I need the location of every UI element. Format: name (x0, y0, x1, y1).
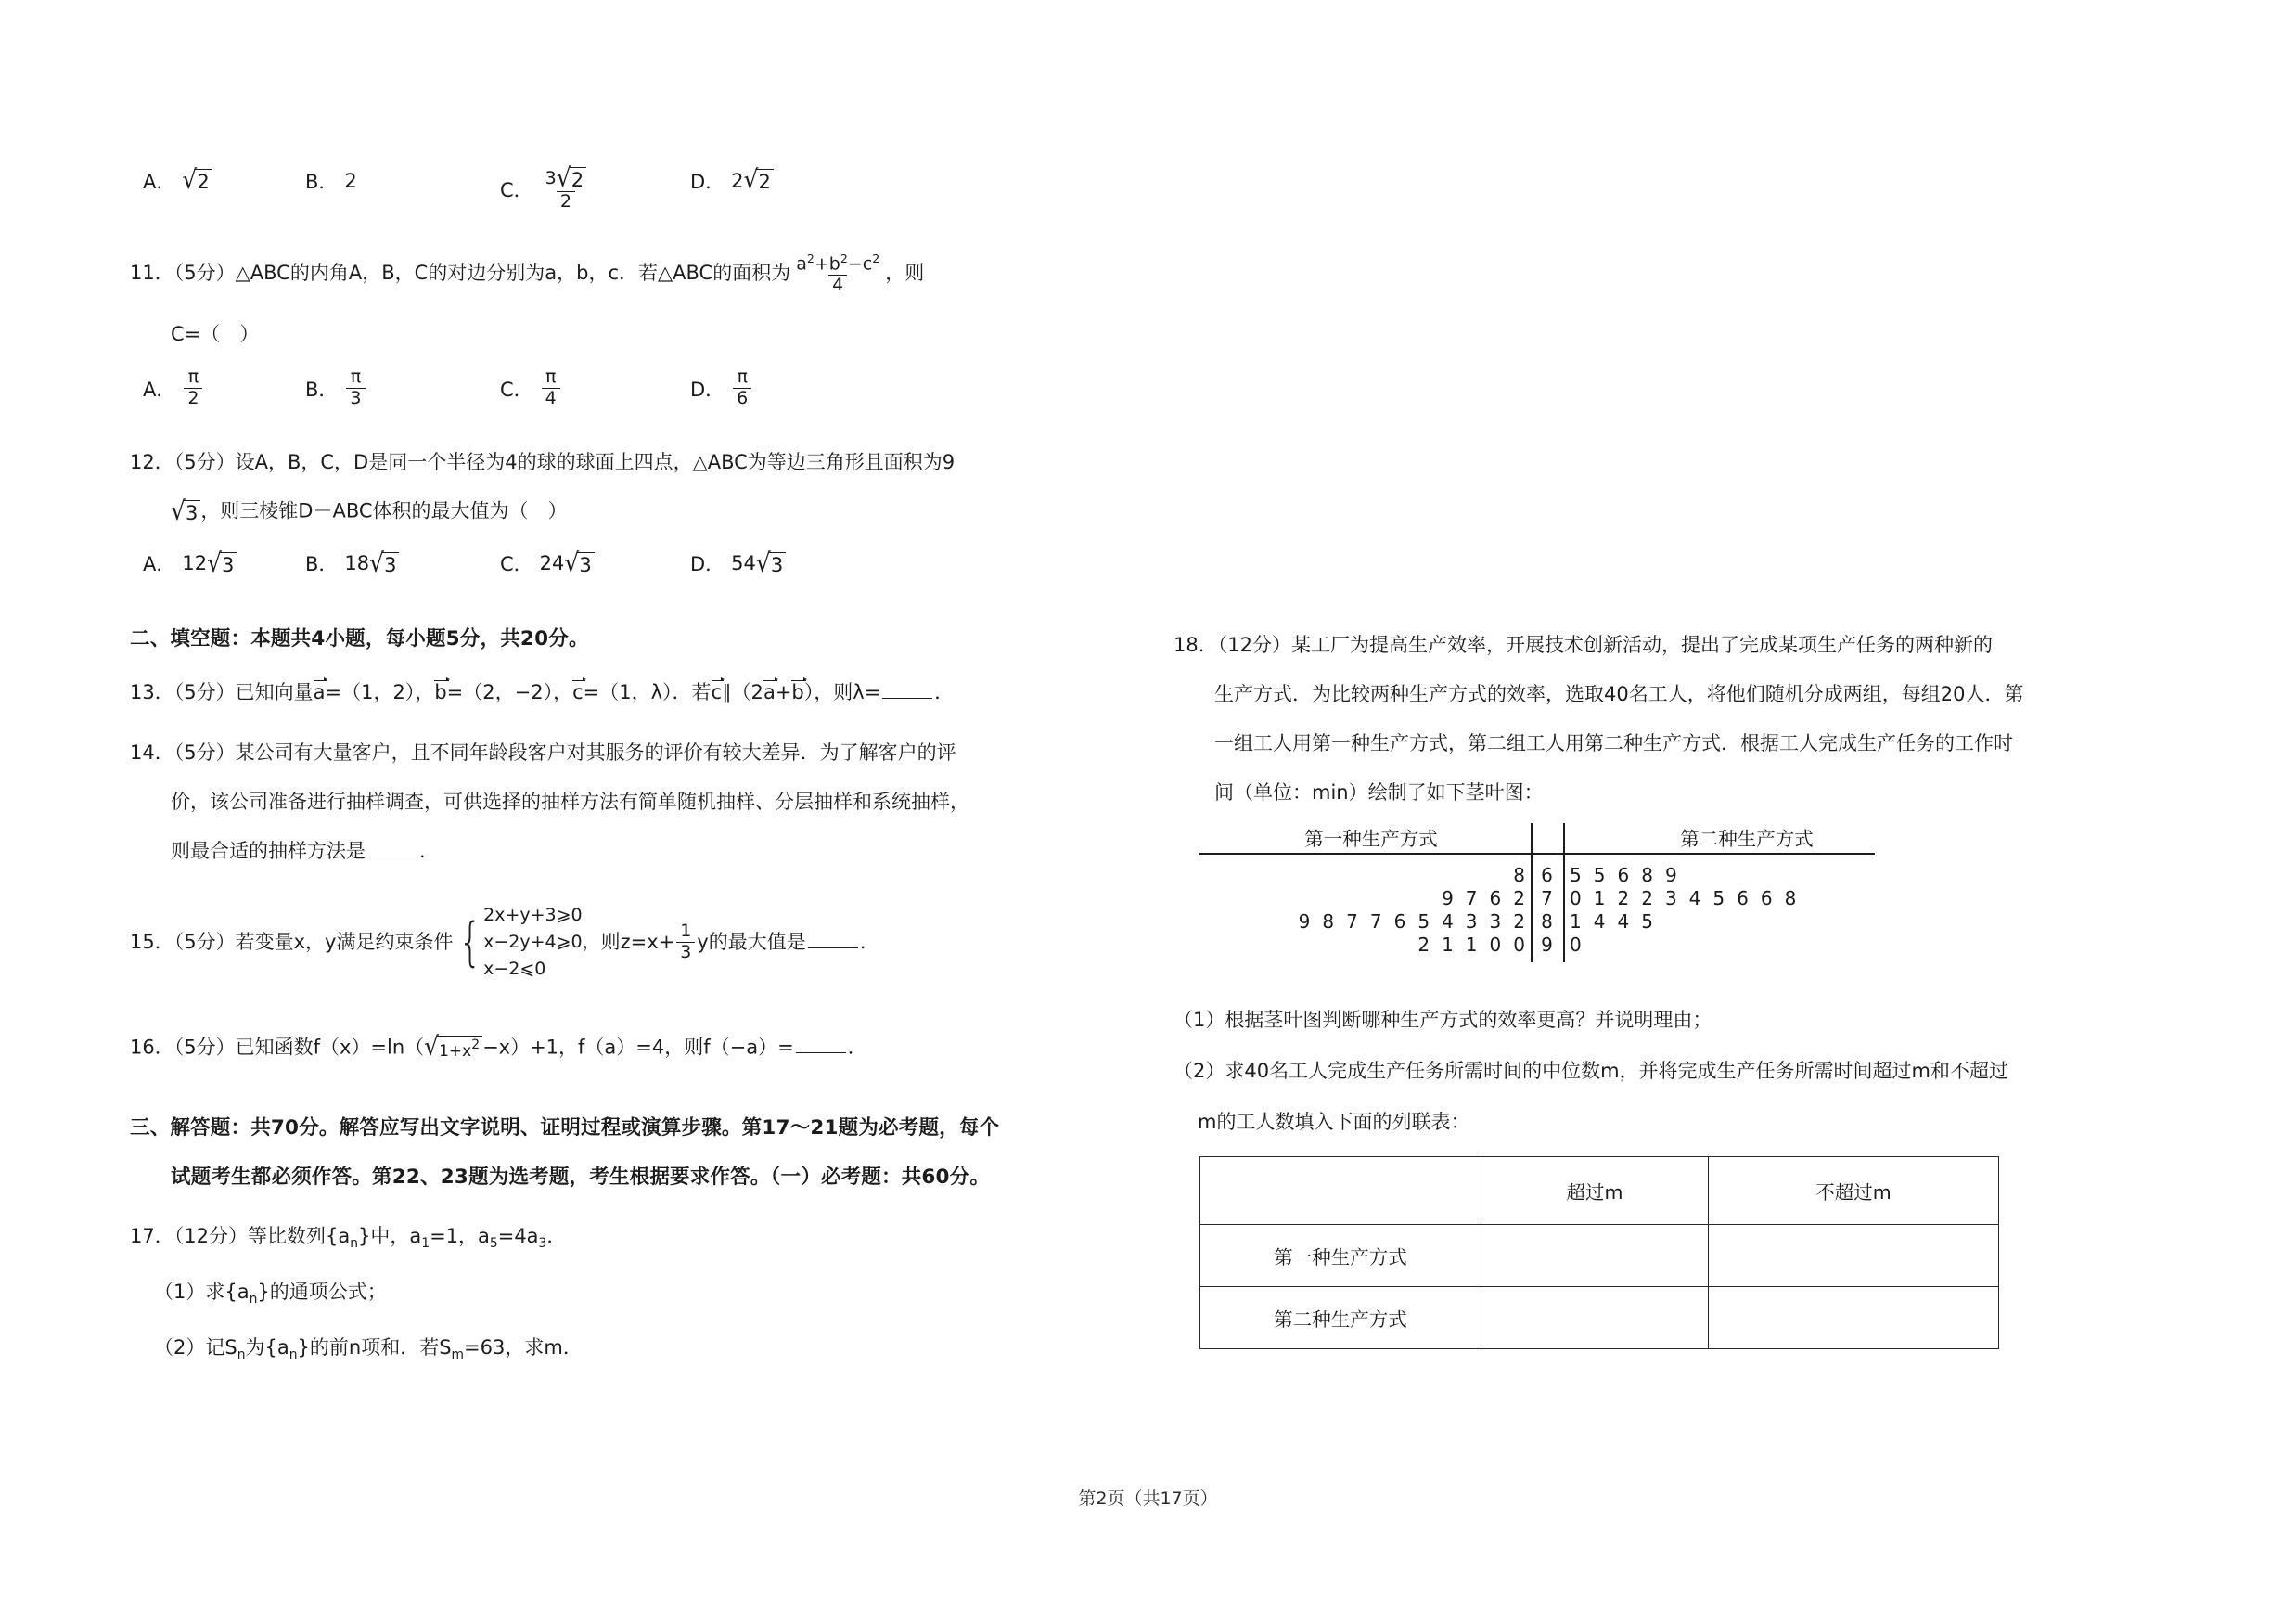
q14-text-3: 则最合适的抽样方法是 (171, 839, 366, 862)
q14-period: ． (419, 839, 439, 862)
q11-text: △ABC的内角A，B，C的对边分别为a，b，c．若△ABC的面积为 (235, 262, 791, 285)
question-17-part2 (130, 1335, 1141, 1363)
stem-leaf-row (1199, 887, 1914, 910)
leaf-value: 4 (1593, 910, 1606, 933)
q10-choice-a[interactable] (143, 164, 305, 196)
q12-choice-d[interactable] (690, 549, 876, 577)
q10-choice-c-label: C． (500, 178, 533, 201)
q17-part1-sub: n (249, 1292, 258, 1307)
fraction: $\frac{1}{3}$ (676, 922, 695, 962)
q18-number: 18． (1174, 634, 1218, 656)
q13-text-2: =（1，2）， (325, 680, 435, 703)
q15-text-3: y的最大值是 (697, 930, 806, 953)
q12-text-tail: ，则三棱锥D－ABC体积的最大值为（ ） (200, 499, 568, 522)
stem-leaf-row (1199, 910, 1914, 934)
q11-choice-b-label: B． (305, 378, 339, 401)
stem-leaf-headers (1199, 823, 1914, 851)
fraction: $\frac{\pi}{4}$ (542, 368, 560, 408)
q11-choice-c-label: C． (500, 378, 533, 401)
leaf-value: 5 (1641, 910, 1653, 933)
vector-c-2: c (711, 680, 723, 703)
fraction-numerator: 3 √ 2 (542, 167, 590, 191)
q13-period: ． (934, 680, 955, 703)
stem-value: 6 (1541, 864, 1553, 886)
question-15-stem (130, 902, 1141, 984)
contingency-cell[interactable] (1709, 1287, 1999, 1349)
fraction: $\frac{\pi}{3}$ (346, 368, 365, 408)
q15-points: （5分） (173, 930, 236, 953)
leaf-value: 3 (1465, 910, 1478, 933)
vector-c: c (572, 680, 584, 703)
contingency-table (1199, 1156, 1999, 1349)
right-column (1174, 636, 2268, 1349)
leaf-value: 2 (1513, 887, 1525, 909)
leaf-value: 9 (1298, 910, 1311, 933)
q17-part2-text-3: }的前n项和．若S (297, 1335, 452, 1359)
q13-text-4: =（1，λ）．若 (583, 680, 712, 703)
stem-value: 7 (1541, 887, 1553, 909)
question-16-stem (130, 1030, 1141, 1062)
q12-choice-b-label: B． (305, 553, 339, 576)
q11-text-tail: ，则 (885, 262, 925, 285)
q11-choices (130, 368, 1141, 408)
q12-choice-b[interactable] (305, 549, 500, 577)
leaf-value: 6 (1737, 887, 1749, 909)
q16-period: ． (847, 1036, 867, 1059)
q17-part2-text-2: 为{a (245, 1335, 289, 1359)
inequality-system (454, 902, 599, 984)
stem-leaf-row (1199, 934, 1914, 957)
leaf-value: 6 (1393, 910, 1406, 933)
vector-a-2: a (763, 680, 776, 703)
q17-sub-1: 1 (421, 1235, 430, 1251)
left-column (130, 139, 1141, 1362)
stem-and-leaf-plot (1199, 823, 1914, 962)
stem-leaf-rows (1199, 864, 1914, 957)
q11-choice-a[interactable] (143, 368, 305, 408)
fraction-denominator: 4 (828, 275, 847, 295)
q13-text-1: 已知向量 (235, 680, 314, 703)
sqrt-glyph: √ 3 (564, 552, 594, 575)
q10-choice-b[interactable] (305, 167, 500, 195)
q15-text-1: 若变量x，y满足约束条件 (235, 930, 454, 953)
fraction-numerator: $a^2+b^2-c^2$ (796, 251, 880, 275)
q17-text-1: 等比数列{a (247, 1224, 351, 1247)
leaf-value: 4 (1688, 887, 1701, 909)
question-12-stem (130, 453, 1141, 472)
sqrt-glyph: √ 3 (171, 500, 200, 523)
stem-leaf-left-leaves (1199, 887, 1531, 909)
q11-choice-c[interactable] (500, 368, 690, 408)
leaf-value: 4 (1617, 910, 1630, 933)
contingency-corner-cell (1200, 1157, 1481, 1225)
leaf-value: 2 (1641, 887, 1653, 909)
q12-choice-c-coef: 24 (539, 552, 565, 575)
question-18-part1: （1）根据茎叶图判断哪种生产方式的效率更高？并说明理由； (1174, 1009, 1712, 1031)
question-18-stem (1174, 636, 2268, 655)
q18-points: （12分） (1217, 634, 1291, 656)
q15-text-2: 则z=x+ (600, 930, 675, 953)
leaf-value: 0 (1513, 934, 1525, 956)
q17-part2-sub-3: m (451, 1347, 465, 1363)
q13-text-6: + (775, 680, 792, 703)
fraction: $\frac{\pi}{6}$ (733, 368, 751, 408)
stem-leaf-right-leaves (1563, 934, 1582, 956)
q14-text-1: 某公司有大量客户，且不同年龄段客户对其服务的评价有较大差异．为了解客户的评 (235, 741, 956, 764)
q12-choice-a-coef: 12 (182, 552, 208, 575)
q13-text-5: ∥（2 (722, 680, 763, 703)
sqrt-glyph: √ 3 (369, 552, 399, 575)
q11-choice-d[interactable] (690, 368, 876, 408)
q16-text-1: 已知函数f（x）=ln（ (235, 1036, 425, 1059)
q10-choice-c[interactable] (500, 162, 690, 213)
q10-choice-b-value: 2 (344, 170, 357, 192)
question-14-line3 (130, 839, 1141, 862)
q12-choice-c-label: C． (500, 553, 533, 576)
q12-points: （5分） (173, 451, 236, 474)
leaf-value: 3 (1489, 910, 1502, 933)
q17-sub-3: 3 (538, 1235, 547, 1251)
section-3-heading-line1: 三、解答题：共70分。解答应写出文字说明、证明过程或演算步骤。第17～21题为必考题，每个 (130, 1115, 1000, 1140)
leaf-value: 8 (1513, 864, 1525, 886)
q11-choice-b[interactable] (305, 368, 500, 408)
leaf-value: 9 (1664, 864, 1677, 886)
leaf-value: 0 (1489, 934, 1502, 956)
leaf-value: 6 (1760, 887, 1773, 909)
vector-a: a (313, 680, 326, 703)
question-12-stem-line2 (130, 496, 1141, 526)
stem-leaf-left-header: 第一种生产方式 (1304, 828, 1438, 850)
stem-value: 9 (1541, 934, 1553, 956)
sqrt-glyph: √ $1+x^2$ (424, 1036, 482, 1061)
answer-blank[interactable] (808, 934, 858, 948)
inequality-3: x−2⩽0 (483, 959, 546, 980)
leaf-value: 2 (1617, 887, 1630, 909)
leaf-value: 7 (1465, 887, 1478, 909)
question-11-stem-line2: C=（ ） (171, 323, 260, 346)
question-18-part2-line2: m的工人数填入下面的列联表： (1198, 1111, 1470, 1133)
q12-number: 12． (130, 451, 174, 474)
q17-part1-text-1: （1）求{a (154, 1280, 250, 1303)
stem-leaf-left-leaves (1199, 910, 1531, 933)
contingency-row-label: 第二种生产方式 (1200, 1287, 1481, 1349)
q12-choices (130, 549, 1141, 577)
contingency-cell[interactable] (1481, 1287, 1709, 1349)
left-brace-glyph: { (458, 911, 482, 973)
contingency-column-header: 不超过m (1709, 1157, 1999, 1225)
vector-b: b (434, 680, 447, 703)
leaf-value: 8 (1322, 910, 1335, 933)
q10-choices (130, 162, 1141, 213)
answer-blank[interactable] (367, 844, 417, 857)
leaf-value: 6 (1489, 887, 1502, 909)
sqrt-glyph: √ 2 (744, 169, 774, 192)
stem-leaf-horizontal-rule (1199, 853, 1875, 855)
q12-choice-d-label: D． (690, 553, 725, 576)
q17-part2-sub-1: n (237, 1347, 246, 1363)
q11-points: （5分） (173, 262, 236, 285)
leaf-value: 4 (1442, 910, 1454, 933)
inequality-1: 2x+y+3⩾0 (483, 904, 583, 925)
q10-choice-d-label: D． (690, 171, 725, 193)
q12-choice-c[interactable] (500, 549, 690, 577)
stem-leaf-left-leaves (1199, 864, 1531, 886)
leaf-value: 1 (1593, 887, 1606, 909)
leaf-value: 1 (1465, 934, 1478, 956)
leaf-value: 2 (1513, 910, 1525, 933)
fraction-denominator: 2 (557, 191, 575, 212)
q12-choice-a-label: A． (143, 553, 176, 576)
q13-text-7: ），则λ= (803, 680, 881, 703)
question-11-stem (130, 252, 1141, 295)
question-17-part1 (130, 1282, 1141, 1307)
stem-leaf-right-leaves (1563, 910, 1653, 933)
q16-points: （5分） (173, 1036, 236, 1059)
contingency-row (1200, 1287, 1999, 1349)
stem-value: 8 (1541, 910, 1553, 933)
stem-leaf-row (1199, 864, 1914, 887)
question-17-stem (130, 1224, 1141, 1251)
q14-points: （5分） (173, 741, 236, 764)
contingency-cell[interactable] (1481, 1225, 1709, 1287)
q13-text-3: =（2，−2）， (446, 680, 573, 703)
leaf-value: 9 (1442, 887, 1454, 909)
answer-blank[interactable] (796, 1039, 846, 1053)
q10-choice-a-label: A． (143, 171, 176, 193)
question-13-stem (130, 681, 1141, 702)
q13-points: （5分） (173, 680, 236, 703)
q11-choice-a-label: A． (143, 378, 176, 401)
q17-part2-text-1: （2）记S (154, 1335, 237, 1359)
leaf-value: 1 (1442, 934, 1454, 956)
fraction: $\frac{\pi}{2}$ (184, 368, 202, 408)
q11-choice-d-label: D． (690, 378, 725, 401)
page-footer (0, 1485, 2296, 1510)
leaf-value: 5 (1712, 887, 1725, 909)
leaf-value: 2 (1417, 934, 1430, 956)
q12-text: 设A，B，C，D是同一个半径为4的球的球面上四点，△ABC为等边三角形且面积为9 (235, 451, 956, 474)
leaf-value: 5 (1593, 864, 1606, 886)
q11-number: 11． (130, 262, 174, 285)
page-number: 第2页（共17页） (1078, 1488, 1218, 1509)
stem-leaf-right-leaves (1563, 864, 1677, 886)
q17-number: 17． (130, 1224, 174, 1247)
section-2-heading: 二、填空题：本题共4小题，每小题5分，共20分。 (130, 627, 589, 651)
q10-choice-b-label: B． (305, 171, 339, 193)
q14-number: 14． (130, 741, 174, 764)
sqrt-glyph: √ 3 (207, 552, 237, 575)
stem-leaf-left-leaves (1199, 934, 1531, 956)
leaf-value: 7 (1346, 910, 1358, 933)
leaf-value: 8 (1641, 864, 1653, 886)
q17-sub-n: n (350, 1235, 358, 1251)
question-18-line4: 间（单位：min）绘制了如下茎叶图： (1214, 781, 1544, 804)
sqrt-glyph: √ 3 (756, 552, 786, 575)
contingency-cell[interactable] (1709, 1225, 1999, 1287)
fraction (542, 162, 590, 213)
leaf-value: 7 (1369, 910, 1382, 933)
leaf-value: 1 (1570, 910, 1582, 933)
fraction (792, 252, 883, 295)
question-18-line2: 生产方式．为比较两种生产方式的效率，选取40名工人，将他们随机分成两组，每组20人．第 (1214, 683, 2024, 705)
leaf-value: 6 (1617, 864, 1630, 886)
q17-text-4: =4a (497, 1224, 539, 1247)
q12-choice-d-coef: 54 (731, 552, 756, 575)
leaf-value: 0 (1570, 934, 1582, 956)
question-18-line3: 一组工人用第一种生产方式，第二组工人用第二种生产方式．根据工人完成生产任务的工作时 (1214, 732, 2013, 754)
question-14-stem (130, 743, 1141, 763)
leaf-value: 0 (1570, 887, 1582, 909)
q17-points: （12分） (173, 1224, 248, 1247)
q15-number: 15． (130, 930, 174, 953)
leaf-value: 8 (1784, 887, 1797, 909)
q12-choice-b-coef: 18 (344, 552, 370, 575)
q15-period: ． (859, 930, 879, 953)
answer-blank[interactable] (882, 685, 932, 699)
question-18-part2-line1: （2）求40名工人完成生产任务所需时间的中位数m，并将完成生产任务所需时间超过m和不超过 (1174, 1060, 2008, 1082)
q18-text-1: 某工厂为提高生产效率，开展技术创新活动，提出了完成某项生产任务的两种新的 (1290, 634, 1993, 656)
q16-number: 16． (130, 1036, 174, 1059)
stem-leaf-right-leaves (1563, 887, 1796, 909)
q17-part1-text-2: }的通项公式； (257, 1280, 387, 1303)
contingency-column-header: 超过m (1481, 1157, 1709, 1225)
q16-text-2: −x）+1，f（a）=4，则f（−a）= (482, 1036, 794, 1059)
q17-part2-text-4: =63，求m． (464, 1335, 583, 1359)
contingency-row-label: 第一种生产方式 (1200, 1225, 1481, 1287)
sqrt-glyph: √ 2 (182, 169, 212, 192)
q17-part2-sub-2: n (289, 1347, 298, 1363)
q17-text-3: =1，a (430, 1224, 490, 1247)
q17-text-5: ． (546, 1224, 567, 1247)
q10-choice-d[interactable] (690, 164, 876, 196)
q17-sub-5: 5 (489, 1235, 498, 1251)
stem-leaf-right-header: 第二种生产方式 (1680, 828, 1814, 850)
contingency-row (1200, 1225, 1999, 1287)
question-14-line2: 价，该公司准备进行抽样调查，可供选择的抽样方法有简单随机抽样、分层抽样和系统抽样， (171, 790, 969, 813)
q10-choice-d-coef: 2 (731, 170, 744, 192)
q17-text-2: }中，a (358, 1224, 422, 1247)
leaf-value: 3 (1664, 887, 1677, 909)
leaf-value: 5 (1570, 864, 1582, 886)
inequality-2: x−2y+4⩾0， (483, 932, 600, 953)
leaf-value: 5 (1417, 910, 1430, 933)
q13-number: 13． (130, 680, 174, 703)
contingency-header-row (1200, 1157, 1999, 1225)
vector-b-2: b (791, 680, 804, 703)
section-3-heading-line2: 试题考生都必须作答。第22、23题为选考题，考生根据要求作答。（一）必考题：共60分。 (171, 1166, 991, 1190)
q12-choice-a[interactable] (143, 549, 305, 577)
